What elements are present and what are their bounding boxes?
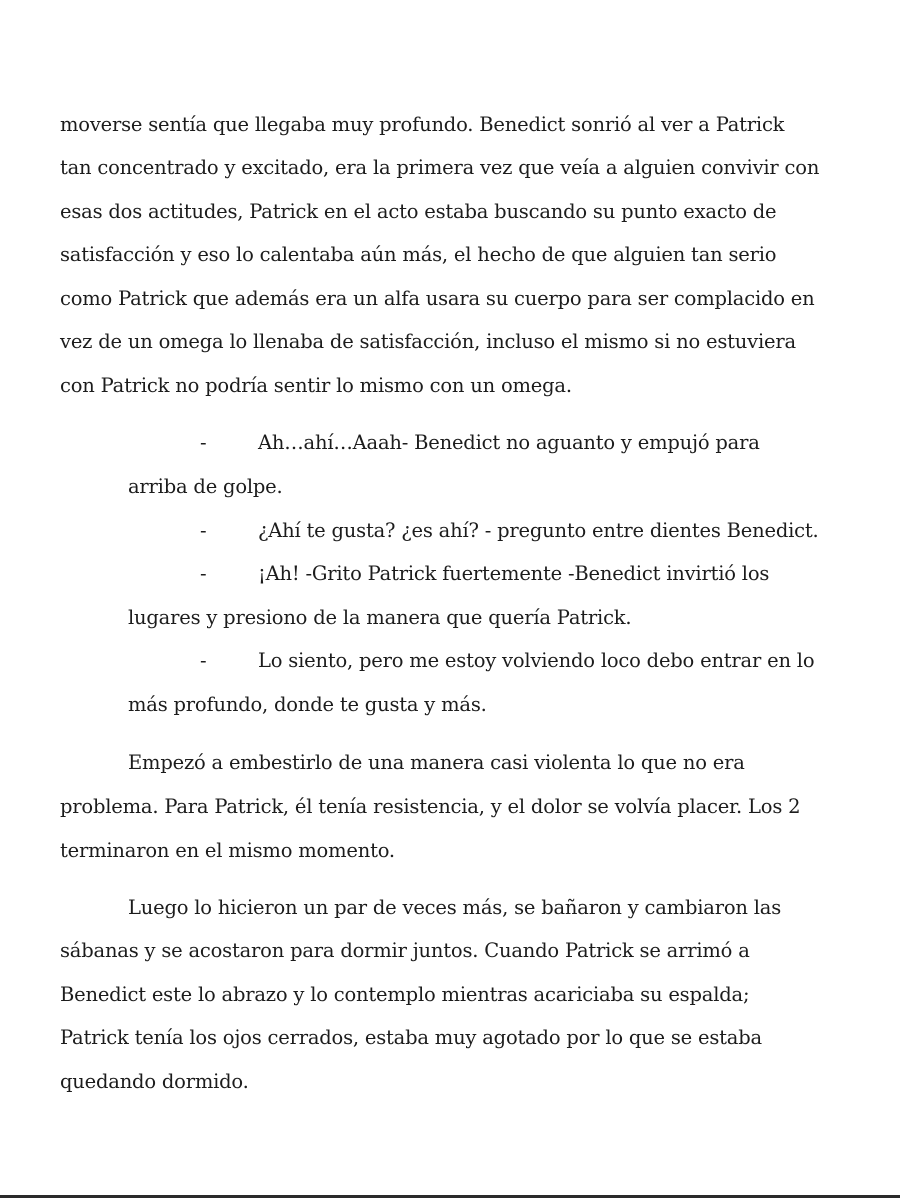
text-line: problema. Para Patrick, él tenía resistencia, y el dolor se volvía placer. Los 2: [60, 795, 801, 818]
dialogue-line: ¿Ahí te gusta? ¿es ahí? - pregunto entre dientes Benedict.: [258, 519, 819, 542]
text-line: Benedict este lo abrazo y lo contemplo mientras acariciaba su espalda;: [60, 983, 750, 1006]
dialogue-dash: -: [200, 649, 207, 672]
text-line: moverse sentía que llegaba muy profundo. Benedict sonrió al ver a Patrick: [60, 113, 785, 136]
text-line: como Patrick que además era un alfa usara su cuerpo para ser complacido en: [60, 287, 815, 310]
dialogue-line: ¡Ah! -Grito Patrick fuertemente -Benedict invirtió los: [258, 562, 770, 585]
text-line: vez de un omega lo llenaba de satisfacción, incluso el mismo si no estuviera: [60, 330, 796, 353]
text-line: Patrick tenía los ojos cerrados, estaba muy agotado por lo que se estaba: [60, 1026, 762, 1049]
text-line: quedando dormido.: [60, 1070, 249, 1093]
text-line: Empezó a embestirlo de una manera casi violenta lo que no era: [128, 751, 745, 774]
dialogue-dash: -: [200, 431, 207, 454]
dialogue-continuation: arriba de golpe.: [128, 475, 283, 498]
dialogue-line: Ah…ahí…Aaah- Benedict no aguanto y empujó para: [258, 431, 760, 454]
text-line: Luego lo hicieron un par de veces más, se bañaron y cambiaron las: [128, 896, 782, 919]
dialogue-continuation: lugares y presiono de la manera que quería Patrick.: [128, 606, 632, 629]
dialogue-continuation: más profundo, donde te gusta y más.: [128, 693, 487, 716]
dialogue-line: Lo siento, pero me estoy volviendo loco debo entrar en lo: [258, 649, 815, 672]
text-line: satisfacción y eso lo calentaba aún más, el hecho de que alguien tan serio: [60, 243, 777, 266]
text-line: con Patrick no podría sentir lo mismo con un omega.: [60, 374, 572, 397]
text-line: terminaron en el mismo momento.: [60, 839, 395, 862]
bottom-border: [0, 1195, 900, 1198]
text-line: esas dos actitudes, Patrick en el acto estaba buscando su punto exacto de: [60, 200, 777, 223]
dialogue-dash: -: [200, 562, 207, 585]
text-line: sábanas y se acostaron para dormir juntos. Cuando Patrick se arrimó a: [60, 939, 750, 962]
dialogue-dash: -: [200, 519, 207, 542]
text-line: tan concentrado y excitado, era la primera vez que veía a alguien convivir con: [60, 156, 820, 179]
